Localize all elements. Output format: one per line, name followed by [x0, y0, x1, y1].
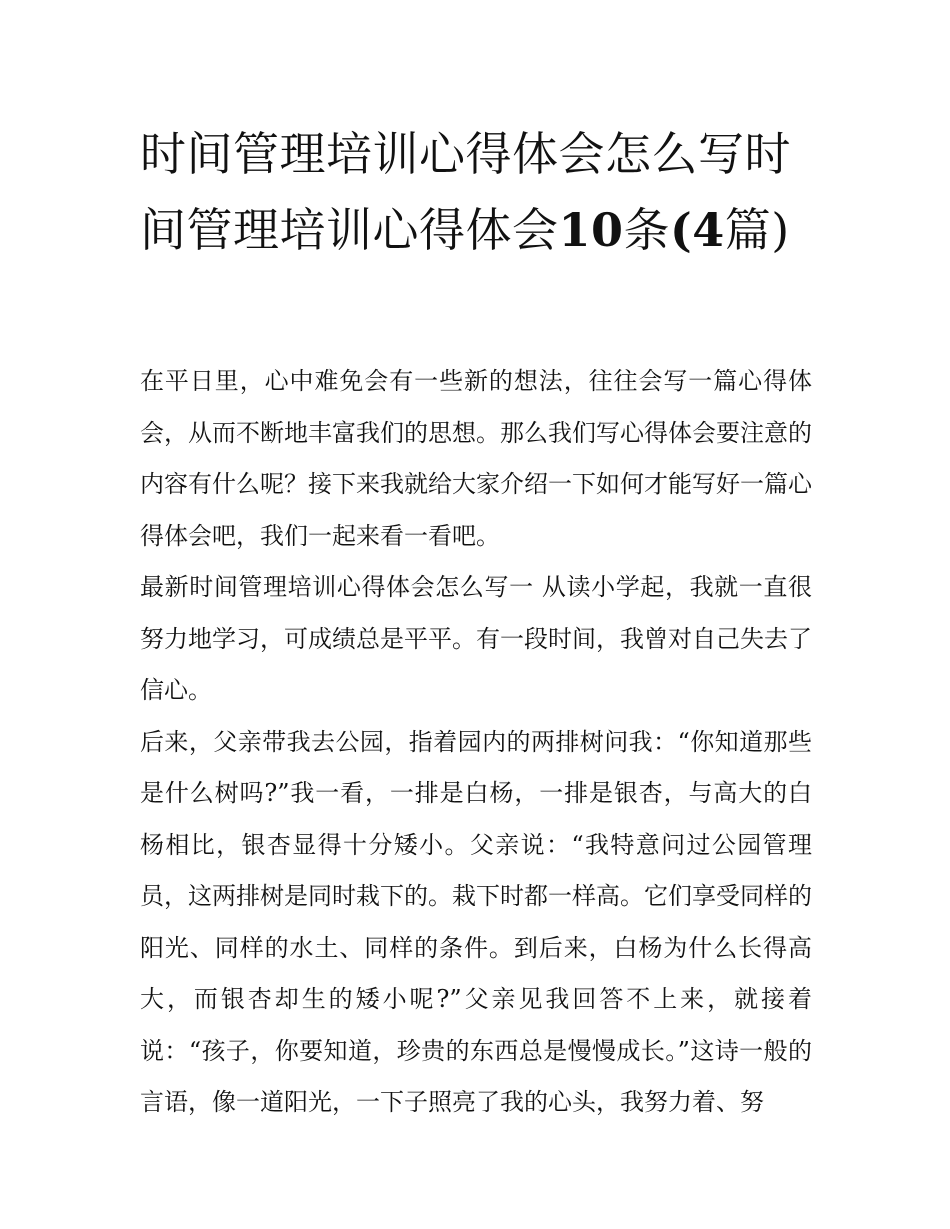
title-text-part3: 篇): [724, 203, 790, 257]
section-one-paragraph: 最新时间管理培训心得体会怎么写一 从读小学起，我就一直很努力地学习，可成绩总是平平。有一段时间，我曾对自己失去了信心。: [140, 573, 812, 704]
title-number-4: (4: [670, 203, 725, 257]
title-number-10: 10: [558, 203, 624, 257]
document-body: [140, 356, 812, 1129]
title-text-part2: 条: [623, 203, 671, 257]
document-title: [140, 116, 820, 268]
intro-paragraph: 在平日里，心中难免会有一些新的想法，往往会写一篇心得体会，从而不断地丰富我们的思想。那么我们写心得体会要注意的内容有什么呢？接下来我就给大家介绍一下如何才能写好一篇心得体会吧，我们一起来看一看吧。: [140, 367, 812, 550]
title-text-part1: 时间管理培训心得体会怎么写时间管理培训心得体会: [140, 127, 791, 257]
story-paragraph: 后来，父亲带我去公园，指着园内的两排树问我：“你知道那些是什么树吗?”我一看，一排是白杨，一排是银杏，与高大的白杨相比，银杏显得十分矮小。父亲说：“我特意问过公园管理员，这两排树是同时栽下的。栽下时都一样高。它们享受同样的阳光、同样的水土、同样的条件。到后来，白杨为什么长得高大，而银杏却生的矮小呢?”父亲见我回答不上来，就接着说：“孩子，你要知道，珍贵的东西总是慢慢成长。”这诗一般的言语，像一道阳光，一下子照亮了我的心头，我努力着、努: [140, 727, 812, 1116]
